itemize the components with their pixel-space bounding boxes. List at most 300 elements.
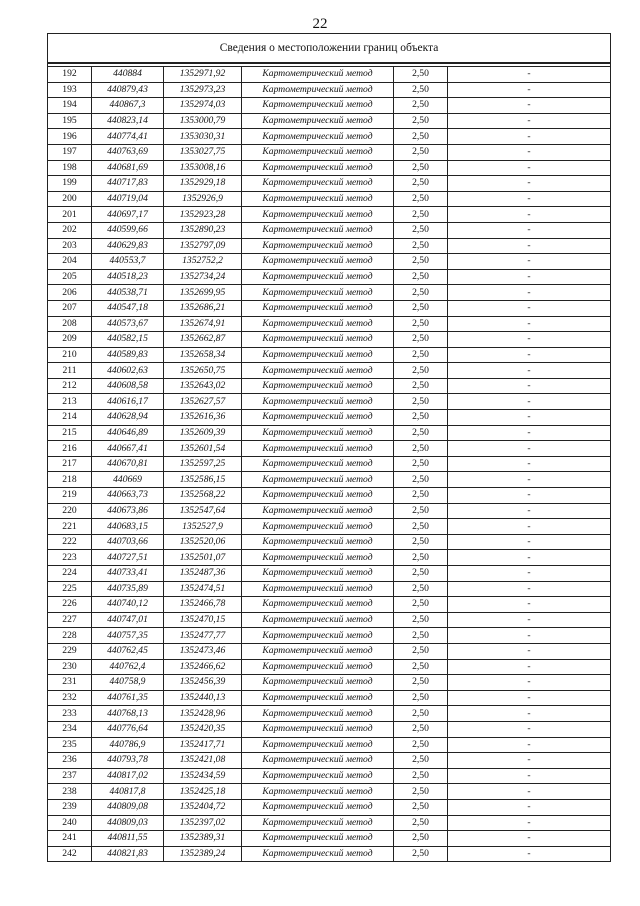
coordinate-x-cell: 440747,01 (92, 612, 164, 628)
coordinate-y-cell: 1352520,06 (164, 534, 242, 550)
note-cell: - (448, 831, 611, 847)
point-number-cell: 203 (48, 238, 92, 254)
coordinate-y-cell: 1352734,24 (164, 269, 242, 285)
point-number-cell: 221 (48, 519, 92, 535)
method-cell: Картометрический метод (242, 659, 394, 675)
error-cell: 2,50 (394, 566, 448, 582)
table-row (48, 82, 611, 98)
coordinate-x-cell: 440629,83 (92, 238, 164, 254)
table-row (48, 566, 611, 582)
coordinate-x-cell: 440761,35 (92, 690, 164, 706)
table-row (48, 488, 611, 504)
coordinate-y-cell: 1352686,21 (164, 300, 242, 316)
table-row (48, 581, 611, 597)
table-row (48, 597, 611, 613)
note-cell: - (448, 363, 611, 379)
coordinate-x-cell: 440740,12 (92, 597, 164, 613)
table-row (48, 612, 611, 628)
error-cell: 2,50 (394, 222, 448, 238)
boundary-table (47, 33, 611, 862)
coordinate-y-cell: 1352616,36 (164, 410, 242, 426)
note-cell: - (448, 394, 611, 410)
method-cell: Картометрический метод (242, 737, 394, 753)
error-cell: 2,50 (394, 581, 448, 597)
table-row (48, 160, 611, 176)
error-cell: 2,50 (394, 659, 448, 675)
coordinate-x-cell: 440667,41 (92, 441, 164, 457)
table-row (48, 784, 611, 800)
error-cell: 2,50 (394, 285, 448, 301)
note-cell: - (448, 706, 611, 722)
point-number-cell: 227 (48, 612, 92, 628)
coordinate-y-cell: 1352420,35 (164, 721, 242, 737)
error-cell: 2,50 (394, 690, 448, 706)
table-row (48, 815, 611, 831)
method-cell: Картометрический метод (242, 191, 394, 207)
coordinate-x-cell: 440681,69 (92, 160, 164, 176)
method-cell: Картометрический метод (242, 363, 394, 379)
coordinate-x-cell: 440727,51 (92, 550, 164, 566)
coordinate-x-cell: 440879,43 (92, 82, 164, 98)
coordinate-y-cell: 1352389,24 (164, 846, 242, 862)
coordinate-y-cell: 1352586,15 (164, 472, 242, 488)
error-cell: 2,50 (394, 98, 448, 114)
coordinate-x-cell: 440867,3 (92, 98, 164, 114)
coordinate-x-cell: 440670,81 (92, 456, 164, 472)
method-cell: Картометрический метод (242, 285, 394, 301)
method-cell: Картометрический метод (242, 550, 394, 566)
method-cell: Картометрический метод (242, 394, 394, 410)
method-cell: Картометрический метод (242, 503, 394, 519)
error-cell: 2,50 (394, 363, 448, 379)
note-cell: - (448, 222, 611, 238)
coordinate-x-cell: 440697,17 (92, 207, 164, 223)
error-cell: 2,50 (394, 207, 448, 223)
error-cell: 2,50 (394, 82, 448, 98)
coordinate-x-cell: 440616,17 (92, 394, 164, 410)
table-row (48, 378, 611, 394)
note-cell: - (448, 98, 611, 114)
table-row (48, 628, 611, 644)
error-cell: 2,50 (394, 519, 448, 535)
coordinate-y-cell: 1352974,03 (164, 98, 242, 114)
note-cell: - (448, 176, 611, 192)
method-cell: Картометрический метод (242, 113, 394, 129)
point-number-cell: 197 (48, 144, 92, 160)
method-cell: Картометрический метод (242, 612, 394, 628)
error-cell: 2,50 (394, 378, 448, 394)
method-cell: Картометрический метод (242, 534, 394, 550)
point-number-cell: 214 (48, 410, 92, 426)
point-number-cell: 232 (48, 690, 92, 706)
table-row (48, 222, 611, 238)
method-cell: Картометрический метод (242, 300, 394, 316)
method-cell: Картометрический метод (242, 519, 394, 535)
point-number-cell: 218 (48, 472, 92, 488)
error-cell: 2,50 (394, 831, 448, 847)
method-cell: Картометрический метод (242, 98, 394, 114)
method-cell: Картометрический метод (242, 753, 394, 769)
method-cell: Картометрический метод (242, 176, 394, 192)
method-cell: Картометрический метод (242, 581, 394, 597)
coordinate-y-cell: 1353000,79 (164, 113, 242, 129)
coordinate-y-cell: 1352477,77 (164, 628, 242, 644)
error-cell: 2,50 (394, 721, 448, 737)
error-cell: 2,50 (394, 113, 448, 129)
error-cell: 2,50 (394, 488, 448, 504)
method-cell: Картометрический метод (242, 347, 394, 363)
point-number-cell: 241 (48, 831, 92, 847)
table-row (48, 67, 611, 83)
table-row (48, 113, 611, 129)
coordinate-x-cell: 440817,8 (92, 784, 164, 800)
method-cell: Картометрический метод (242, 799, 394, 815)
method-cell: Картометрический метод (242, 831, 394, 847)
note-cell: - (448, 425, 611, 441)
coordinate-x-cell: 440663,73 (92, 488, 164, 504)
error-cell: 2,50 (394, 176, 448, 192)
note-cell: - (448, 737, 611, 753)
method-cell: Картометрический метод (242, 456, 394, 472)
coordinate-y-cell: 1352470,15 (164, 612, 242, 628)
coordinate-y-cell: 1352440,13 (164, 690, 242, 706)
coordinate-y-cell: 1352674,91 (164, 316, 242, 332)
error-cell: 2,50 (394, 612, 448, 628)
table-row (48, 269, 611, 285)
table-row (48, 300, 611, 316)
point-number-cell: 228 (48, 628, 92, 644)
method-cell: Картометрический метод (242, 425, 394, 441)
coordinate-x-cell: 440763,69 (92, 144, 164, 160)
page-number: 22 (312, 16, 328, 32)
coordinate-x-cell: 440776,64 (92, 721, 164, 737)
point-number-cell: 233 (48, 706, 92, 722)
coordinate-y-cell: 1352474,51 (164, 581, 242, 597)
error-cell: 2,50 (394, 675, 448, 691)
table-row (48, 519, 611, 535)
method-cell: Картометрический метод (242, 238, 394, 254)
note-cell: - (448, 815, 611, 831)
note-cell: - (448, 768, 611, 784)
method-cell: Картометрический метод (242, 706, 394, 722)
table-row (48, 316, 611, 332)
coordinate-y-cell: 1352466,62 (164, 659, 242, 675)
note-cell: - (448, 488, 611, 504)
error-cell: 2,50 (394, 643, 448, 659)
coordinate-y-cell: 1352926,9 (164, 191, 242, 207)
method-cell: Картометрический метод (242, 784, 394, 800)
error-cell: 2,50 (394, 191, 448, 207)
point-number-cell: 235 (48, 737, 92, 753)
coordinate-x-cell: 440793,78 (92, 753, 164, 769)
table-row (48, 675, 611, 691)
coordinate-x-cell: 440735,89 (92, 581, 164, 597)
coordinate-y-cell: 1352752,2 (164, 254, 242, 270)
point-number-cell: 199 (48, 176, 92, 192)
table-row (48, 472, 611, 488)
table-row (48, 363, 611, 379)
error-cell: 2,50 (394, 753, 448, 769)
point-number-cell: 223 (48, 550, 92, 566)
point-number-cell: 217 (48, 456, 92, 472)
point-number-cell: 211 (48, 363, 92, 379)
coordinate-x-cell: 440673,86 (92, 503, 164, 519)
table-title: Сведения о местоположении границ объекта (48, 34, 611, 64)
point-number-cell: 212 (48, 378, 92, 394)
point-number-cell: 200 (48, 191, 92, 207)
coordinate-y-cell: 1352404,72 (164, 799, 242, 815)
table-row (48, 238, 611, 254)
method-cell: Картометрический метод (242, 488, 394, 504)
coordinate-x-cell: 440762,4 (92, 659, 164, 675)
method-cell: Картометрический метод (242, 643, 394, 659)
error-cell: 2,50 (394, 784, 448, 800)
method-cell: Картометрический метод (242, 597, 394, 613)
point-number-cell: 239 (48, 799, 92, 815)
error-cell: 2,50 (394, 300, 448, 316)
error-cell: 2,50 (394, 737, 448, 753)
coordinate-x-cell: 440762,45 (92, 643, 164, 659)
method-cell: Картометрический метод (242, 67, 394, 83)
coordinate-y-cell: 1352971,92 (164, 67, 242, 83)
table-row (48, 659, 611, 675)
coordinate-x-cell: 440582,15 (92, 332, 164, 348)
point-number-cell: 207 (48, 300, 92, 316)
note-cell: - (448, 846, 611, 862)
table-row (48, 753, 611, 769)
point-number-cell: 231 (48, 675, 92, 691)
point-number-cell: 237 (48, 768, 92, 784)
coordinate-y-cell: 1352658,34 (164, 347, 242, 363)
coordinate-y-cell: 1352397,02 (164, 815, 242, 831)
error-cell: 2,50 (394, 316, 448, 332)
note-cell: - (448, 332, 611, 348)
table-row (48, 176, 611, 192)
coordinate-y-cell: 1352547,64 (164, 503, 242, 519)
point-number-cell: 219 (48, 488, 92, 504)
table-row (48, 768, 611, 784)
point-number-cell: 240 (48, 815, 92, 831)
coordinate-y-cell: 1352527,9 (164, 519, 242, 535)
table-row (48, 456, 611, 472)
table-row (48, 285, 611, 301)
point-number-cell: 230 (48, 659, 92, 675)
method-cell: Картометрический метод (242, 690, 394, 706)
note-cell: - (448, 753, 611, 769)
method-cell: Картометрический метод (242, 160, 394, 176)
coordinate-x-cell: 440884 (92, 67, 164, 83)
point-number-cell: 213 (48, 394, 92, 410)
note-cell: - (448, 316, 611, 332)
point-number-cell: 226 (48, 597, 92, 613)
table-row (48, 503, 611, 519)
error-cell: 2,50 (394, 799, 448, 815)
coordinate-x-cell: 440573,67 (92, 316, 164, 332)
error-cell: 2,50 (394, 815, 448, 831)
error-cell: 2,50 (394, 238, 448, 254)
note-cell: - (448, 191, 611, 207)
note-cell: - (448, 675, 611, 691)
method-cell: Картометрический метод (242, 566, 394, 582)
point-number-cell: 196 (48, 129, 92, 145)
coordinate-y-cell: 1352890,23 (164, 222, 242, 238)
coordinate-x-cell: 440683,15 (92, 519, 164, 535)
method-cell: Картометрический метод (242, 129, 394, 145)
error-cell: 2,50 (394, 534, 448, 550)
point-number-cell: 208 (48, 316, 92, 332)
coordinate-x-cell: 440757,35 (92, 628, 164, 644)
error-cell: 2,50 (394, 67, 448, 83)
coordinate-x-cell: 440809,08 (92, 799, 164, 815)
point-number-cell: 198 (48, 160, 92, 176)
point-number-cell: 195 (48, 113, 92, 129)
table-row (48, 347, 611, 363)
error-cell: 2,50 (394, 628, 448, 644)
coordinate-y-cell: 1352389,31 (164, 831, 242, 847)
coordinate-x-cell: 440823,14 (92, 113, 164, 129)
note-cell: - (448, 784, 611, 800)
coordinate-x-cell: 440608,58 (92, 378, 164, 394)
point-number-cell: 215 (48, 425, 92, 441)
method-cell: Картометрический метод (242, 332, 394, 348)
table-row (48, 690, 611, 706)
error-cell: 2,50 (394, 846, 448, 862)
note-cell: - (448, 659, 611, 675)
method-cell: Картометрический метод (242, 472, 394, 488)
error-cell: 2,50 (394, 503, 448, 519)
error-cell: 2,50 (394, 597, 448, 613)
error-cell: 2,50 (394, 394, 448, 410)
coordinate-x-cell: 440719,04 (92, 191, 164, 207)
note-cell: - (448, 643, 611, 659)
table-row (48, 534, 611, 550)
coordinate-y-cell: 1352473,46 (164, 643, 242, 659)
method-cell: Картометрический метод (242, 144, 394, 160)
error-cell: 2,50 (394, 550, 448, 566)
point-number-cell: 209 (48, 332, 92, 348)
note-cell: - (448, 347, 611, 363)
table-row (48, 207, 611, 223)
note-cell: - (448, 410, 611, 426)
note-cell: - (448, 160, 611, 176)
note-cell: - (448, 690, 611, 706)
coordinate-x-cell: 440758,9 (92, 675, 164, 691)
coordinate-x-cell: 440553,7 (92, 254, 164, 270)
note-cell: - (448, 300, 611, 316)
note-cell: - (448, 472, 611, 488)
method-cell: Картометрический метод (242, 846, 394, 862)
method-cell: Картометрический метод (242, 254, 394, 270)
point-number-cell: 220 (48, 503, 92, 519)
note-cell: - (448, 113, 611, 129)
table-row (48, 394, 611, 410)
note-cell: - (448, 82, 611, 98)
table-row (48, 831, 611, 847)
note-cell: - (448, 285, 611, 301)
table-row (48, 425, 611, 441)
point-number-cell: 202 (48, 222, 92, 238)
coordinate-x-cell: 440809,03 (92, 815, 164, 831)
table-row (48, 550, 611, 566)
note-cell: - (448, 721, 611, 737)
error-cell: 2,50 (394, 269, 448, 285)
point-number-cell: 206 (48, 285, 92, 301)
note-cell: - (448, 628, 611, 644)
table-row (48, 144, 611, 160)
coordinate-y-cell: 1352456,39 (164, 675, 242, 691)
coordinate-x-cell: 440589,83 (92, 347, 164, 363)
note-cell: - (448, 378, 611, 394)
table-row (48, 332, 611, 348)
coordinate-y-cell: 1352929,18 (164, 176, 242, 192)
method-cell: Картометрический метод (242, 815, 394, 831)
point-number-cell: 193 (48, 82, 92, 98)
coordinate-x-cell: 440518,23 (92, 269, 164, 285)
point-number-cell: 229 (48, 643, 92, 659)
coordinate-x-cell: 440768,13 (92, 706, 164, 722)
error-cell: 2,50 (394, 456, 448, 472)
coordinate-y-cell: 1353008,16 (164, 160, 242, 176)
point-number-cell: 201 (48, 207, 92, 223)
coordinate-x-cell: 440817,02 (92, 768, 164, 784)
method-cell: Картометрический метод (242, 316, 394, 332)
error-cell: 2,50 (394, 472, 448, 488)
point-number-cell: 222 (48, 534, 92, 550)
error-cell: 2,50 (394, 144, 448, 160)
point-number-cell: 192 (48, 67, 92, 83)
coordinate-y-cell: 1352487,36 (164, 566, 242, 582)
table-row (48, 706, 611, 722)
method-cell: Картометрический метод (242, 82, 394, 98)
error-cell: 2,50 (394, 254, 448, 270)
coordinate-y-cell: 1353027,75 (164, 144, 242, 160)
point-number-cell: 216 (48, 441, 92, 457)
point-number-cell: 225 (48, 581, 92, 597)
coordinate-y-cell: 1352609,39 (164, 425, 242, 441)
coordinate-y-cell: 1352699,95 (164, 285, 242, 301)
table-row (48, 643, 611, 659)
point-number-cell: 238 (48, 784, 92, 800)
note-cell: - (448, 597, 611, 613)
method-cell: Картометрический метод (242, 410, 394, 426)
error-cell: 2,50 (394, 706, 448, 722)
table-row (48, 129, 611, 145)
coordinate-y-cell: 1352501,07 (164, 550, 242, 566)
coordinate-x-cell: 440547,18 (92, 300, 164, 316)
note-cell: - (448, 254, 611, 270)
point-number-cell: 205 (48, 269, 92, 285)
coordinate-y-cell: 1352650,75 (164, 363, 242, 379)
coordinate-x-cell: 440717,83 (92, 176, 164, 192)
coordinate-x-cell: 440602,63 (92, 363, 164, 379)
table-row (48, 846, 611, 862)
coordinate-y-cell: 1352568,22 (164, 488, 242, 504)
point-number-cell: 234 (48, 721, 92, 737)
method-cell: Картометрический метод (242, 222, 394, 238)
table-row (48, 799, 611, 815)
method-cell: Картометрический метод (242, 628, 394, 644)
error-cell: 2,50 (394, 129, 448, 145)
method-cell: Картометрический метод (242, 269, 394, 285)
note-cell: - (448, 207, 611, 223)
error-cell: 2,50 (394, 441, 448, 457)
error-cell: 2,50 (394, 347, 448, 363)
note-cell: - (448, 519, 611, 535)
table-row (48, 410, 611, 426)
coordinate-y-cell: 1352627,57 (164, 394, 242, 410)
coordinate-x-cell: 440538,71 (92, 285, 164, 301)
method-cell: Картометрический метод (242, 441, 394, 457)
